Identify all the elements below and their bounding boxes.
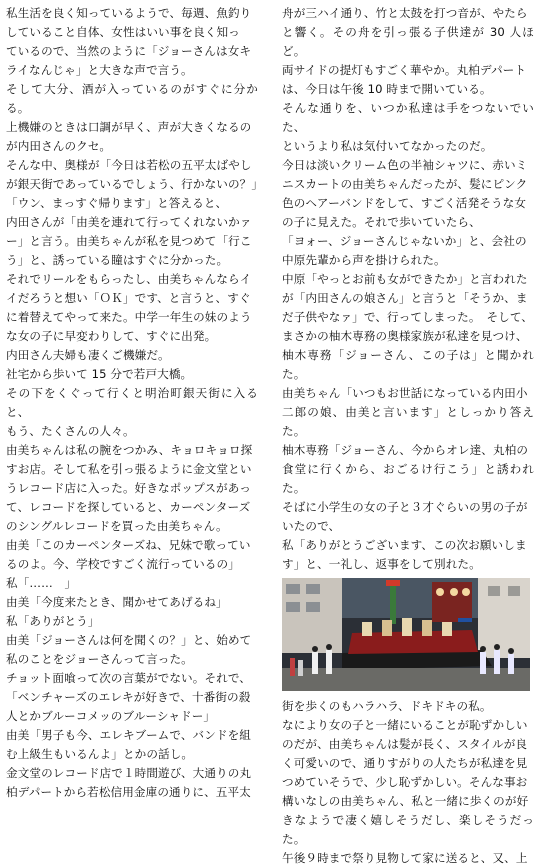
text-line: 人とかブルーコメッのブルーシャドー」: [6, 709, 216, 723]
text-line: 「ベンチャーズのエレキが好きで、十番街の殺: [6, 690, 251, 704]
text-line: が「内田さんの娘さん」と言うと「そうか、ま: [282, 291, 528, 305]
text-line: 午後９時まで祭り見物して家に送ると、又、上: [282, 851, 528, 865]
text-line: 食堂に行くから、おごるけ行こう」と誘われた。: [282, 462, 534, 495]
text-line: 色のヘアーバンドをして、すごく活発そうな女: [282, 196, 527, 210]
text-line: 由美ちゃん「いつもお世話になっている内田小: [282, 386, 528, 400]
text-line: ー」と言う。由美ちゃんが私を見つめて「行こ: [6, 234, 252, 248]
text-line: 柚木専務「ジョーさん、今からオレ達、丸柏の: [282, 443, 529, 457]
text-line: の子に見えた。それで歩いていたら、: [282, 215, 481, 229]
text-line: 由美ちゃんは私の腕をつかみ、キョロキョロ探: [6, 443, 253, 457]
text-line: 私のことをジョーさんって言った。: [6, 652, 193, 666]
text-line: いたので、: [282, 519, 341, 533]
text-line: 私「…… 」: [6, 576, 77, 590]
text-line: は、今日は午後 10 時まで開いている。: [282, 82, 492, 96]
text-line: 由美「男子も今、エレキブームで、バンドを組: [6, 728, 251, 742]
text-line: チョット面喰って次の言葉がでない。それで、: [6, 671, 251, 685]
festival-photo: [282, 578, 530, 691]
text-line: 由美「今度来たとき、聞かせてあげるね」: [6, 595, 228, 609]
text-line: 今日は淡いクリーム色の半袖シャツに、赤いミ: [282, 158, 528, 172]
text-line: まさかの柚木専務の奥様家族が私達を見つけ、: [282, 329, 528, 343]
text-line: 両サイドの提灯もすごく華やか。丸柏デパート: [282, 63, 527, 77]
text-line: て、レコードを探していると、カーペンターズ: [6, 500, 251, 514]
text-line: 中原「やっとお前も女ができたか」と言われた: [282, 272, 528, 286]
text-line: もう、たくさんの人々。: [6, 424, 135, 438]
text-line: るのよ。今、学校ですごく流行っているの」: [6, 557, 240, 571]
text-line: イだろうと想い「ＯＫ」です、と言うと、すぐ: [6, 291, 251, 305]
text-line: 二郎の娘、由美と言います」としっかり答えた。: [282, 405, 534, 438]
text-line: く可愛いので、通りすがりの人たちが私達を見: [282, 756, 528, 770]
text-line: だ子供やなァ」で、行ってしまった。 そして、: [282, 310, 533, 324]
text-line: すお店。そして私を引っ張るように金文堂とい: [6, 462, 252, 476]
text-line: が銀天街であっているでしょう、行かないの？」: [6, 177, 264, 191]
text-line: 内田さん夫婦も凄くご機嫌だ。: [6, 348, 170, 362]
text-line: 内田さんが「由美を連れて行ってくれないかァ: [6, 215, 252, 229]
text-line: のシングルレコードを買った由美ちゃん。: [6, 519, 228, 533]
text-line: 金文堂のレコード店で１時間遊び、大通りの丸: [6, 766, 252, 780]
text-line: と響く。その舟を引っ張る子供達が 30 人ほど。: [282, 25, 534, 58]
festival-photo-illustration: [282, 578, 530, 691]
text-line: つめていそうで、少し恥ずかしい。そんな事お: [282, 775, 528, 789]
text-line: 由美「ジョーさんは何を聞くの？」と、始めて: [6, 633, 252, 647]
text-line: というより私は気付いてなかったのだ。: [282, 139, 493, 153]
text-line: 街を歩くのもハラハラ、ドキドキの私。: [282, 699, 492, 713]
text-line: 「ヨォー、ジョーさんじゃないか」と、会社の: [282, 234, 527, 248]
text-line: うレコード店に入った。好きなポップスがあっ: [6, 481, 251, 495]
text-line: 私「ありがとうございます、この次お願いしま: [282, 538, 527, 552]
text-line: そばに小学生の女の子と３才ぐらいの男の子が: [282, 500, 528, 514]
text-line: 私「ありがとう」: [6, 614, 100, 628]
text-line: その下をくぐって行くと明治町銀天街に入ると、: [6, 386, 258, 419]
text-line: む上級生もいるんよ」とかの話し。: [6, 747, 194, 761]
text-line: 「ウン、まっすぐ帰ります」と答えると、: [6, 196, 228, 210]
text-line: していること自体、女性はいい事を良く知っ: [6, 25, 240, 39]
text-line: 舟が三ハイ通り、竹と太鼓を打つ音が、やたら: [282, 6, 528, 20]
left-text-column: [6, 4, 264, 802]
text-line: す」と、一礼し、返事をして別れた。: [282, 557, 481, 571]
text-line: きなようで凄く嬉しそうだし、楽しそうだった。: [282, 813, 534, 846]
text-line: 私生活を良く知っているようで、毎週、魚釣り: [6, 6, 252, 20]
text-line: ニスカートの由美ちゃんだったが、髪にピンク: [282, 177, 528, 191]
text-line: のだが、由美ちゃんは髪が長く、スタイルが良: [282, 737, 528, 751]
text-line: なにより女の子と一緒にいることが恥ずかしい: [282, 718, 528, 732]
right-text-column: [282, 4, 534, 868]
text-line: ライなんじゃ」と大きな声で言う。: [6, 63, 193, 77]
text-line: 中原先輩から声を掛けられた。: [282, 253, 446, 267]
text-line: それでリールをもらったし、由美ちゃんならイ: [6, 272, 252, 286]
text-line: ているので、当然のように「ジョーさんは女キ: [6, 44, 252, 58]
text-line: 社宅から歩いて 15 分で若戸大橋。: [6, 367, 193, 381]
text-line: 由美「このカーペンターズね、兄妹で歌ってい: [6, 538, 251, 552]
text-line: そんな通りを、いつか私達は手をつないでいた、: [282, 101, 534, 134]
text-line: 上機嫌のときは口調が早く、声が大きくなるの: [6, 120, 252, 134]
text-line: そして大分、酒が入っているのがすぐに分かる。: [6, 82, 258, 115]
text-line: な女の子に早変わりして、すぐに出発。: [6, 329, 217, 343]
text-line: 構いなしの由美ちゃん、私と一緒に歩くのが好: [282, 794, 529, 808]
text-line: 柏デパートから若松信用金庫の通りに、五平太: [6, 785, 251, 799]
text-line: そんな中、奥様が「今日は若松の五平太ばやし: [6, 158, 252, 172]
text-line: に着替えてやって来た。中学一年生の妹のよう: [6, 310, 252, 324]
text-line: が内田さんのクセ。: [6, 139, 112, 153]
text-line: 柚木専務「ジョーさん、この子は」と聞かれた。: [282, 348, 534, 381]
text-line: う」と、誘っている瞳はすぐに分かった。: [6, 253, 229, 267]
